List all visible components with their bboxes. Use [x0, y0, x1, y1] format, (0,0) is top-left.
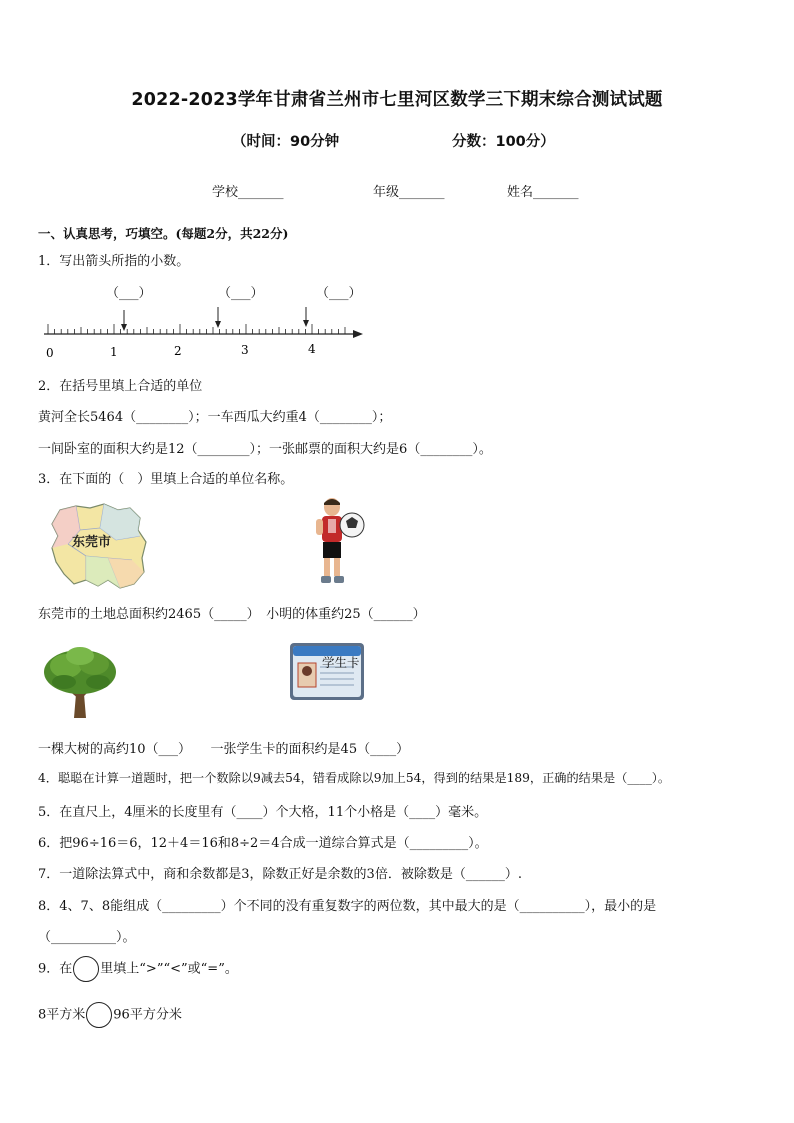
card-label: 学生卡	[322, 655, 360, 670]
tree-image	[40, 644, 120, 720]
question-1: 1．写出箭头所指的小数。	[38, 254, 190, 269]
question-2-line-2: 一间卧室的面积大约是12（________）；一张邮票的面积大约是6（________）。	[38, 442, 492, 457]
question-5: 5．在直尺上，4厘米的长度里有（____）个大格，11个小格是（____）毫米。	[38, 805, 488, 820]
question-3-line-1: 东莞市的土地总面积约2465（_____） 小明的体重约25（______）	[38, 607, 426, 622]
tick-label-2: 2	[174, 344, 182, 358]
question-9-expression	[38, 1002, 182, 1028]
grade-field[interactable]: 年级_______	[373, 185, 445, 200]
name-field[interactable]: 姓名_______	[507, 185, 579, 200]
tick-label-0: 0	[46, 346, 54, 360]
arrow-1	[121, 310, 127, 331]
q1-blank-2[interactable]: （___）	[218, 286, 264, 301]
dongguan-map-image	[46, 500, 150, 592]
exam-time: （时间：90分钟	[232, 134, 340, 150]
q9-answer-circle[interactable]	[86, 1002, 112, 1028]
q9-right-value: 96平方分米	[113, 1007, 182, 1023]
section-heading: 一、认真思考，巧填空。(每题2分，共22分)	[38, 226, 289, 241]
number-line-arrowhead	[353, 330, 363, 338]
question-3-line-2: 一棵大树的高约10（___） 一张学生卡的面积约是45（____）	[38, 742, 410, 757]
arrow-3	[303, 307, 309, 327]
question-8-line-1: 8．4、7、8能组成（_________）个不同的没有重复数字的两位数，其中最大的是（__________），最小的是	[38, 899, 657, 914]
school-field[interactable]: 学校_______	[212, 185, 284, 200]
question-6: 6．把96÷16＝6，12＋4＝16和8÷2＝4合成一道综合算式是（_________）。	[38, 836, 488, 851]
q1-blank-1[interactable]: （___）	[106, 286, 152, 301]
question-9-before: 9．在	[38, 961, 73, 977]
page-title: 2022-2023学年甘肃省兰州市七里河区数学三下期末综合测试试题	[131, 90, 663, 110]
tick-label-3: 3	[241, 343, 249, 357]
arrow-2	[215, 307, 221, 328]
question-9-after: 里填上“>”“<”或“=”。	[100, 961, 238, 977]
q9-left-value: 8平方米	[38, 1007, 86, 1023]
number-line	[38, 300, 368, 362]
q1-blank-3[interactable]: （___）	[316, 286, 362, 301]
question-2: 2．在括号里填上合适的单位	[38, 379, 203, 394]
boy-with-ball-image	[310, 495, 370, 589]
question-4: 4．聪聪在计算一道题时，把一个数除以9减去54，错看成除以9加上54，得到的结果是189，正确的结果是（____）。	[38, 771, 671, 785]
question-9	[38, 956, 238, 982]
tick-label-4: 4	[308, 342, 316, 356]
question-8-line-2: （__________）。	[38, 930, 136, 945]
number-line-ticks	[48, 324, 345, 334]
question-3: 3．在下面的（ ）里填上合适的单位名称。	[38, 472, 294, 487]
map-label: 东莞市	[72, 535, 112, 550]
question-2-line-1: 黄河全长5464（________）；一车西瓜大约重4（________）；	[38, 410, 392, 425]
exam-score: 分数：100分）	[452, 134, 555, 150]
comparison-circle-icon	[73, 956, 99, 982]
student-card-image	[290, 643, 364, 700]
tick-label-1: 1	[110, 345, 118, 359]
question-7: 7．一道除法算式中，商和余数都是3，除数正好是余数的3倍．被除数是（______）.	[38, 867, 522, 882]
